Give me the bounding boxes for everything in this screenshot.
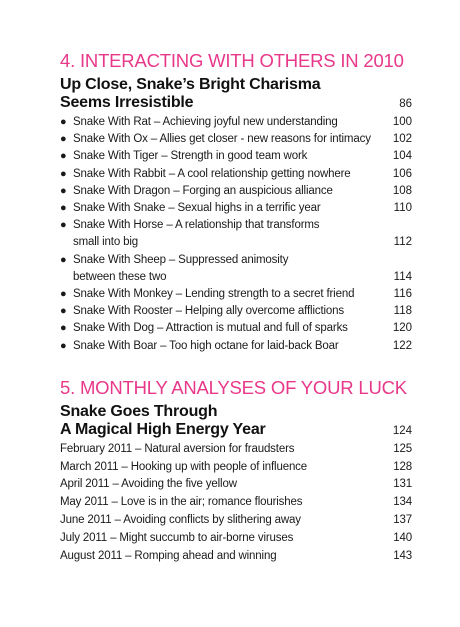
table-of-contents [60, 50, 412, 565]
bullet-icon: ● [60, 305, 67, 318]
entry-title: March 2011 – Hooking up with people of influence [60, 460, 308, 473]
bullet-icon: ● [60, 288, 67, 301]
list-item[interactable] [60, 252, 412, 286]
list-item[interactable] [60, 200, 412, 217]
entry-page: 122 [392, 339, 412, 352]
list-item[interactable] [60, 338, 412, 355]
list-item[interactable] [60, 217, 412, 251]
section-4-subheading-line1: Up Close, Snake’s Bright Charisma [60, 76, 321, 93]
list-item[interactable] [60, 476, 412, 494]
entry-title-line1: Snake With Horse – A relationship that transforms [73, 219, 320, 232]
entry-page: 104 [392, 150, 412, 163]
entry-page: 100 [392, 116, 412, 128]
entry-title: Snake With Dog – Attraction is mutual and full of sparks [73, 322, 348, 335]
entry-title: Snake With Tiger – Strength in good team work [73, 150, 308, 163]
bullet-icon: ● [60, 167, 67, 180]
bullet-icon: ● [60, 184, 67, 197]
entry-title: Snake With Ox – Allies get closer - new reasons for intimacy [73, 133, 371, 146]
bullet-icon: ● [60, 150, 67, 163]
bullet-icon: ● [60, 253, 67, 266]
section-5-entries [60, 441, 412, 566]
entry-title-line2: between these two [73, 270, 167, 283]
entry-page: 131 [393, 478, 412, 491]
list-item[interactable] [60, 114, 412, 131]
entry-title: Snake With Snake – Sexual highs in a terrific year [73, 202, 321, 215]
entry-title: Snake With Monkey – Lending strength to a secret friend [73, 288, 355, 301]
entry-page: 140 [393, 531, 412, 544]
bullet-icon: ● [60, 202, 67, 215]
list-item[interactable] [60, 441, 412, 459]
entry-page: 128 [393, 460, 412, 473]
list-item[interactable] [60, 530, 412, 548]
entry-page: 137 [393, 514, 412, 527]
section-5-heading: 5. MONTHLY ANALYSES OF YOUR LUCK [60, 376, 407, 398]
entry-title: August 2011 – Romping ahead and winning [60, 549, 277, 562]
list-item[interactable] [60, 183, 412, 200]
bullet-icon: ● [60, 219, 67, 232]
entry-page: 125 [393, 442, 412, 455]
entry-page: 102 [392, 133, 412, 146]
section-5 [60, 377, 412, 566]
bullet-icon: ● [60, 116, 67, 128]
entry-title: Snake With Rabbit – A cool relationship getting nowhere [73, 167, 351, 180]
entry-title: April 2011 – Avoiding the five yellow [60, 478, 237, 491]
entry-page: 108 [392, 184, 412, 197]
bullet-icon: ● [60, 339, 67, 352]
entry-title: Snake With Rooster – Helping ally overcome afflictions [73, 305, 345, 318]
entry-title-line2: small into big [73, 236, 139, 249]
entry-page: 114 [393, 270, 412, 283]
bullet-icon: ● [60, 322, 67, 335]
entry-page: 112 [393, 236, 412, 249]
section-4-heading: 4. INTERACTING WITH OTHERS IN 2010 [60, 50, 404, 71]
section-4-subheading-page: 86 [399, 98, 412, 110]
entry-title: May 2011 – Love is in the air; romance flourishes [60, 496, 303, 509]
section-5-subheading-line1: Snake Goes Through [60, 402, 218, 420]
entry-title: Snake With Boar – Too high octane for laid-back Boar [73, 339, 339, 352]
section-4-entries [60, 114, 412, 355]
list-item[interactable] [60, 512, 412, 530]
entry-page: 134 [393, 496, 412, 509]
entry-title: February 2011 – Natural aversion for fraudsters [60, 442, 295, 455]
entry-title: July 2011 – Might succumb to air-borne viruses [60, 531, 294, 544]
list-item[interactable] [60, 148, 412, 165]
list-item[interactable] [60, 548, 412, 566]
entry-title: Snake With Dragon – Forging an auspicious alliance [73, 184, 333, 197]
list-item[interactable] [60, 303, 412, 320]
entry-page: 143 [393, 549, 412, 562]
entry-title: June 2011 – Avoiding conflicts by slithering away [60, 514, 301, 527]
list-item[interactable] [60, 494, 412, 512]
section-4 [60, 50, 412, 355]
list-item[interactable] [60, 131, 412, 148]
bullet-icon: ● [60, 133, 67, 146]
section-4-subheading-line2: Seems Irresistible [60, 94, 194, 111]
section-5-subheading-page: 124 [392, 424, 412, 437]
list-item[interactable] [60, 166, 412, 183]
entry-page: 106 [392, 167, 412, 180]
list-item[interactable] [60, 286, 412, 303]
list-item[interactable] [60, 459, 412, 477]
entry-title: Snake With Rat – Achieving joyful new understanding [73, 116, 338, 128]
entry-page: 110 [393, 202, 412, 215]
section-5-subheading-line2: A Magical High Energy Year [60, 420, 266, 438]
entry-page: 118 [393, 305, 412, 318]
entry-page: 116 [393, 288, 412, 301]
list-item[interactable] [60, 320, 412, 337]
entry-title-line1: Snake With Sheep – Suppressed animosity [73, 253, 289, 266]
entry-page: 120 [392, 322, 412, 335]
